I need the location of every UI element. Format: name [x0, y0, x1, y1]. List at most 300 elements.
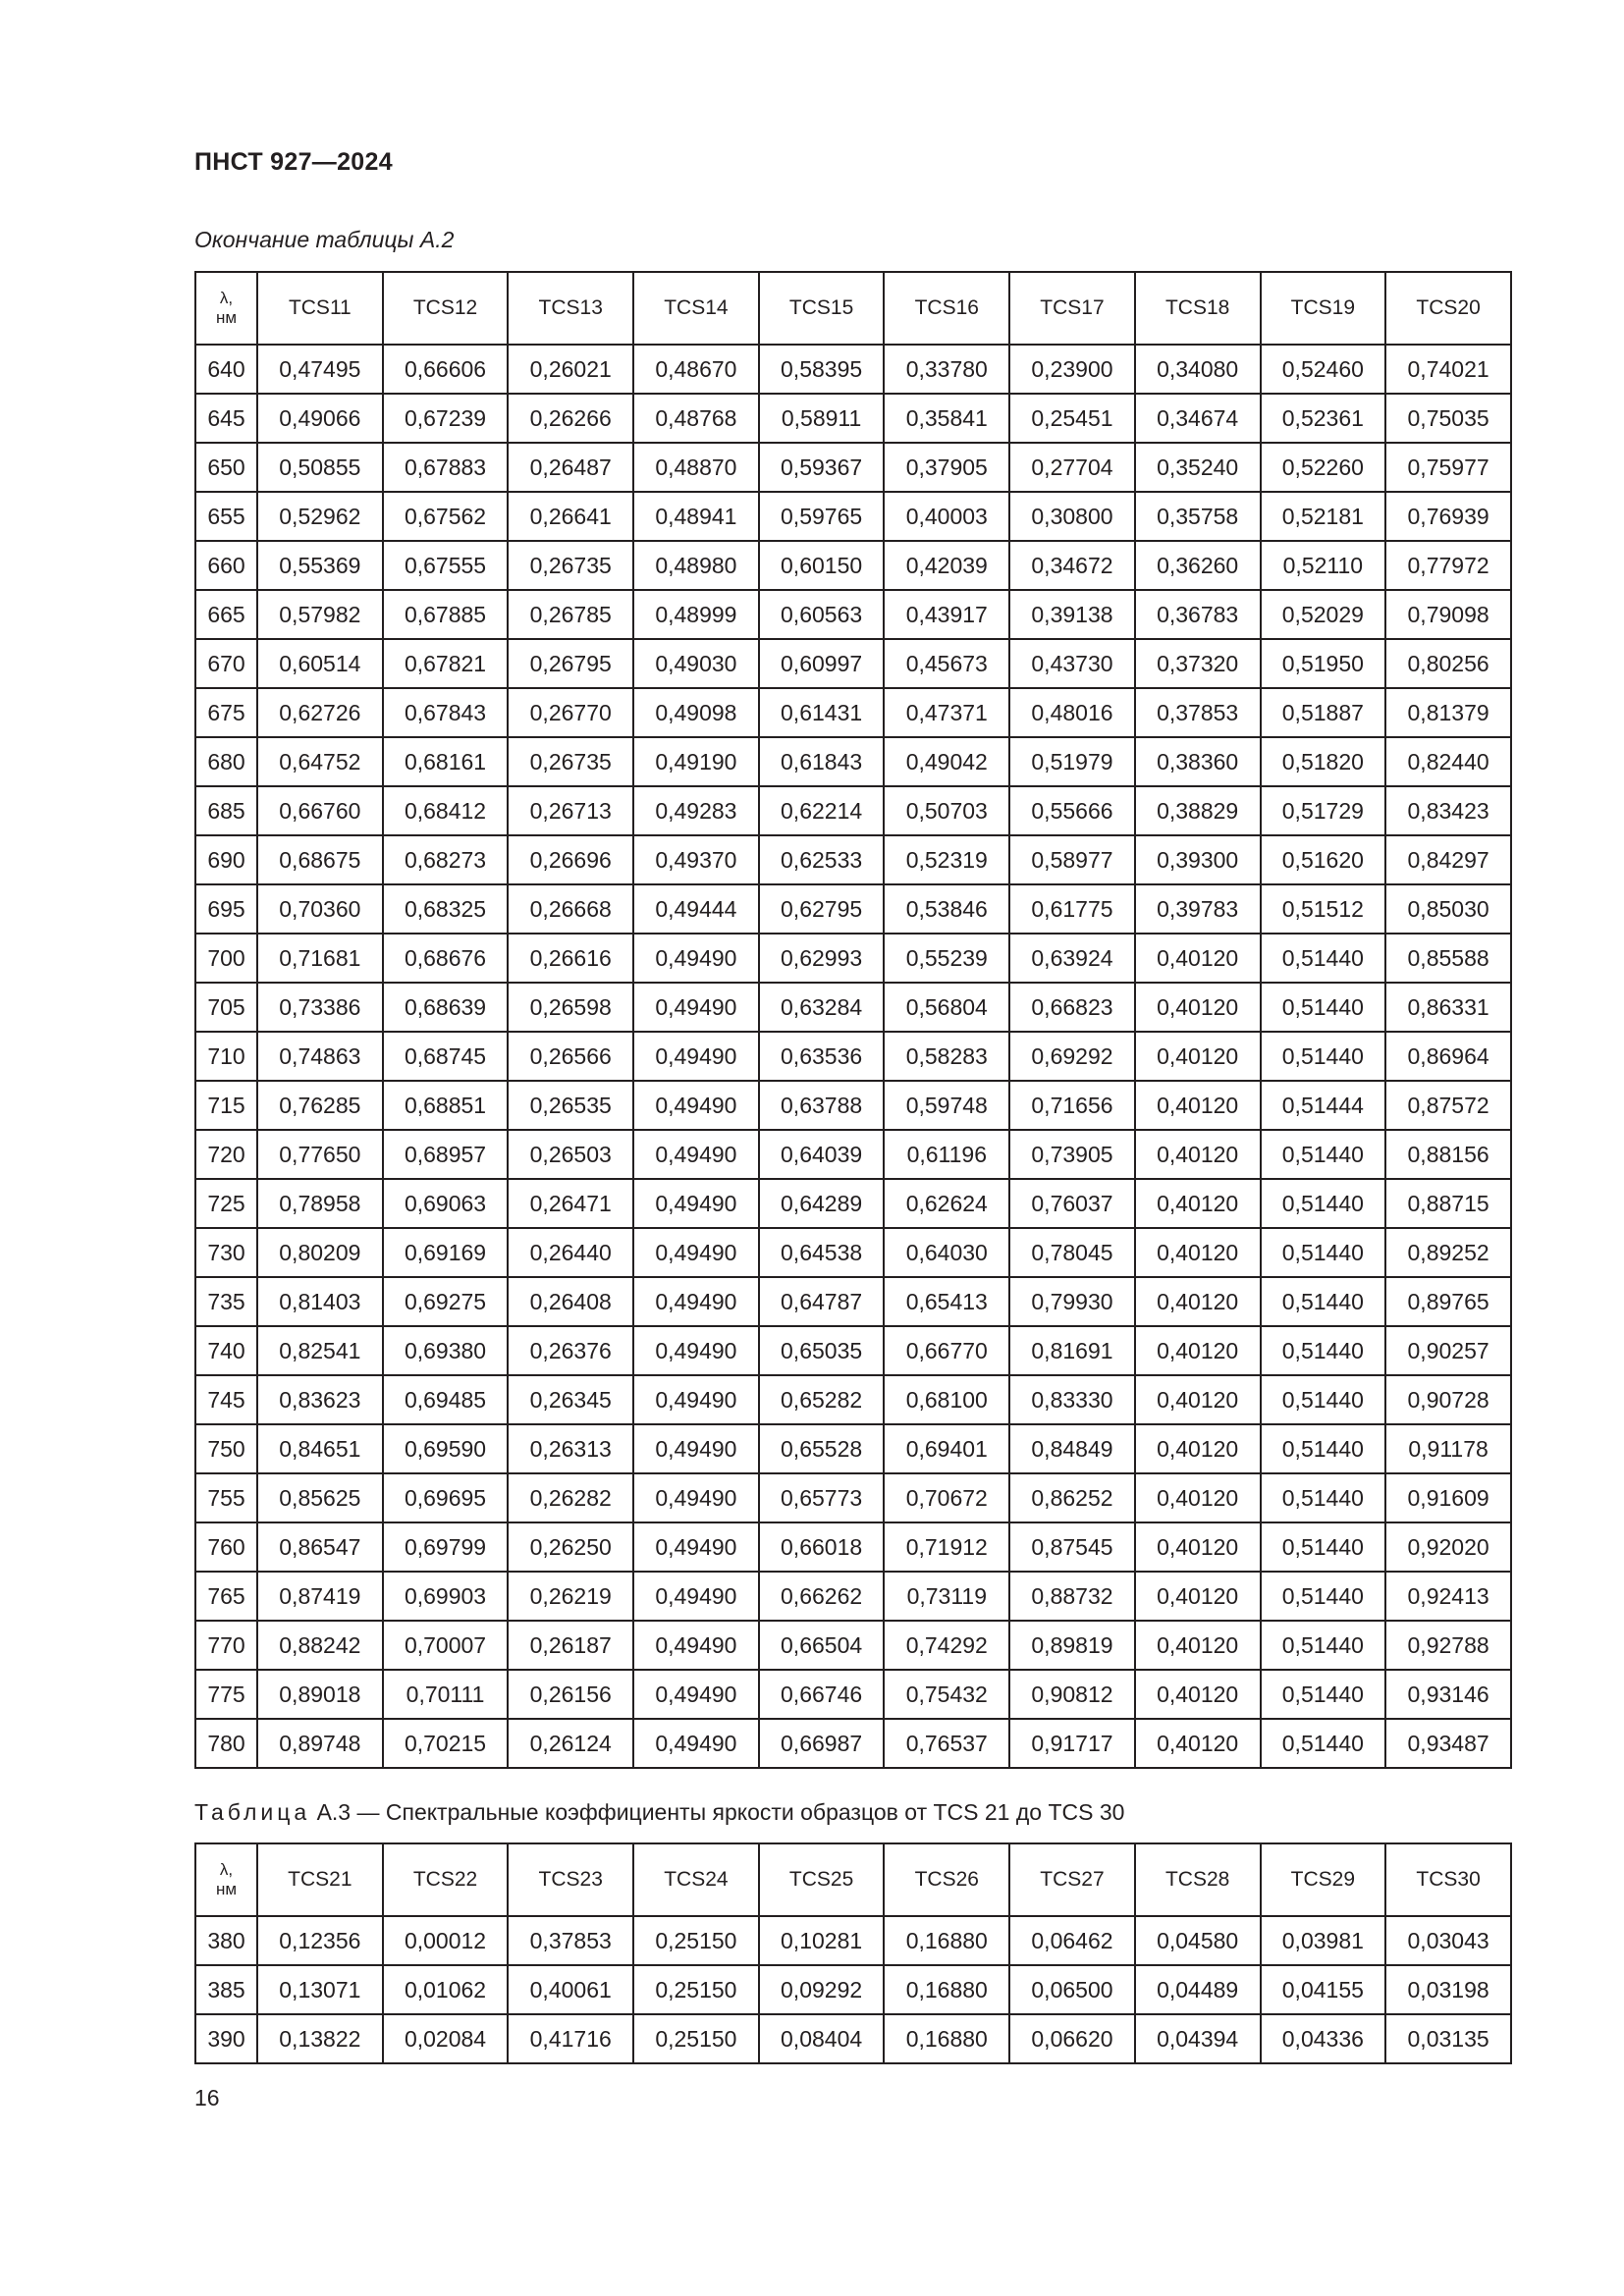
table-row — [195, 1965, 1511, 2014]
value-cell: 0,64289 — [759, 1179, 885, 1228]
value-cell: 0,69903 — [383, 1572, 509, 1621]
value-cell: 0,37905 — [884, 443, 1009, 492]
wavelength-cell: 680 — [195, 737, 257, 786]
value-cell: 0,64787 — [759, 1277, 885, 1326]
wavelength-cell: 390 — [195, 2014, 257, 2063]
value-cell: 0,03981 — [1261, 1916, 1386, 1965]
value-cell: 0,74863 — [257, 1032, 383, 1081]
wavelength-cell: 660 — [195, 541, 257, 590]
value-cell: 0,68676 — [383, 934, 509, 983]
wavelength-cell: 655 — [195, 492, 257, 541]
value-cell: 0,52460 — [1261, 345, 1386, 394]
value-cell: 0,89018 — [257, 1670, 383, 1719]
value-cell: 0,49444 — [633, 884, 759, 934]
wavelength-cell: 685 — [195, 786, 257, 835]
column-header: TCS21 — [257, 1843, 383, 1916]
column-header: TCS28 — [1135, 1843, 1261, 1916]
value-cell: 0,49490 — [633, 1670, 759, 1719]
value-cell: 0,52962 — [257, 492, 383, 541]
value-cell: 0,86331 — [1385, 983, 1511, 1032]
value-cell: 0,40120 — [1135, 1572, 1261, 1621]
table-row — [195, 983, 1511, 1032]
value-cell: 0,40120 — [1135, 1130, 1261, 1179]
value-cell: 0,37853 — [508, 1916, 633, 1965]
column-header: TCS24 — [633, 1843, 759, 1916]
value-cell: 0,26408 — [508, 1277, 633, 1326]
value-cell: 0,73905 — [1009, 1130, 1135, 1179]
value-cell: 0,51440 — [1261, 1719, 1386, 1768]
value-cell: 0,89748 — [257, 1719, 383, 1768]
column-header: TCS20 — [1385, 272, 1511, 345]
value-cell: 0,35758 — [1135, 492, 1261, 541]
wavelength-cell: 770 — [195, 1621, 257, 1670]
value-cell: 0,67239 — [383, 394, 509, 443]
column-header: TCS16 — [884, 272, 1009, 345]
value-cell: 0,86547 — [257, 1522, 383, 1572]
value-cell: 0,26487 — [508, 443, 633, 492]
table-a2-caption: Окончание таблицы А.2 — [194, 227, 455, 252]
value-cell: 0,68325 — [383, 884, 509, 934]
value-cell: 0,40120 — [1135, 1522, 1261, 1572]
wavelength-cell: 750 — [195, 1424, 257, 1473]
wavelength-cell: 700 — [195, 934, 257, 983]
value-cell: 0,75035 — [1385, 394, 1511, 443]
value-cell: 0,49490 — [633, 1572, 759, 1621]
value-cell: 0,80209 — [257, 1228, 383, 1277]
value-cell: 0,67555 — [383, 541, 509, 590]
value-cell: 0,00012 — [383, 1916, 509, 1965]
value-cell: 0,56804 — [884, 983, 1009, 1032]
table-row — [195, 541, 1511, 590]
value-cell: 0,71681 — [257, 934, 383, 983]
value-cell: 0,76285 — [257, 1081, 383, 1130]
value-cell: 0,40120 — [1135, 1179, 1261, 1228]
value-cell: 0,68639 — [383, 983, 509, 1032]
wavelength-cell: 780 — [195, 1719, 257, 1768]
value-cell: 0,49490 — [633, 983, 759, 1032]
value-cell: 0,43917 — [884, 590, 1009, 639]
value-cell: 0,49283 — [633, 786, 759, 835]
value-cell: 0,26345 — [508, 1375, 633, 1424]
wavelength-cell: 385 — [195, 1965, 257, 2014]
value-cell: 0,58395 — [759, 345, 885, 394]
column-header: TCS12 — [383, 272, 509, 345]
value-cell: 0,68851 — [383, 1081, 509, 1130]
value-cell: 0,68675 — [257, 835, 383, 884]
page-number: 16 — [194, 2085, 220, 2110]
value-cell: 0,04155 — [1261, 1965, 1386, 2014]
value-cell: 0,62533 — [759, 835, 885, 884]
value-cell: 0,51440 — [1261, 1522, 1386, 1572]
value-cell: 0,68100 — [884, 1375, 1009, 1424]
value-cell: 0,49490 — [633, 1375, 759, 1424]
value-cell: 0,34080 — [1135, 345, 1261, 394]
value-cell: 0,78958 — [257, 1179, 383, 1228]
value-cell: 0,51440 — [1261, 1277, 1386, 1326]
wavelength-cell: 725 — [195, 1179, 257, 1228]
value-cell: 0,57982 — [257, 590, 383, 639]
value-cell: 0,40120 — [1135, 1375, 1261, 1424]
value-cell: 0,39138 — [1009, 590, 1135, 639]
value-cell: 0,26471 — [508, 1179, 633, 1228]
value-cell: 0,66504 — [759, 1621, 885, 1670]
value-cell: 0,26641 — [508, 492, 633, 541]
table-a2-header-row — [195, 272, 1511, 345]
value-cell: 0,58283 — [884, 1032, 1009, 1081]
value-cell: 0,37320 — [1135, 639, 1261, 688]
wavelength-cell: 735 — [195, 1277, 257, 1326]
value-cell: 0,64030 — [884, 1228, 1009, 1277]
value-cell: 0,51440 — [1261, 1326, 1386, 1375]
value-cell: 0,40120 — [1135, 1228, 1261, 1277]
column-header: TCS18 — [1135, 272, 1261, 345]
value-cell: 0,40003 — [884, 492, 1009, 541]
table-row — [195, 1032, 1511, 1081]
value-cell: 0,49490 — [633, 1326, 759, 1375]
value-cell: 0,26187 — [508, 1621, 633, 1670]
value-cell: 0,33780 — [884, 345, 1009, 394]
table-row — [195, 884, 1511, 934]
table-row — [195, 345, 1511, 394]
value-cell: 0,04394 — [1135, 2014, 1261, 2063]
value-cell: 0,40120 — [1135, 1670, 1261, 1719]
value-cell: 0,69799 — [383, 1522, 509, 1572]
value-cell: 0,82541 — [257, 1326, 383, 1375]
value-cell: 0,48768 — [633, 394, 759, 443]
value-cell: 0,48999 — [633, 590, 759, 639]
value-cell: 0,27704 — [1009, 443, 1135, 492]
value-cell: 0,25451 — [1009, 394, 1135, 443]
value-cell: 0,51440 — [1261, 1032, 1386, 1081]
value-cell: 0,66262 — [759, 1572, 885, 1621]
value-cell: 0,62726 — [257, 688, 383, 737]
column-header: TCS15 — [759, 272, 885, 345]
value-cell: 0,76037 — [1009, 1179, 1135, 1228]
value-cell: 0,67885 — [383, 590, 509, 639]
value-cell: 0,02084 — [383, 2014, 509, 2063]
value-cell: 0,16880 — [884, 2014, 1009, 2063]
value-cell: 0,26021 — [508, 345, 633, 394]
value-cell: 0,53846 — [884, 884, 1009, 934]
value-cell: 0,51820 — [1261, 737, 1386, 786]
value-cell: 0,87419 — [257, 1572, 383, 1621]
value-cell: 0,52181 — [1261, 492, 1386, 541]
table-row — [195, 737, 1511, 786]
table-row — [195, 688, 1511, 737]
wavelength-cell: 765 — [195, 1572, 257, 1621]
value-cell: 0,26124 — [508, 1719, 633, 1768]
table-a3 — [194, 1842, 1512, 2064]
value-cell: 0,86964 — [1385, 1032, 1511, 1081]
value-cell: 0,66606 — [383, 345, 509, 394]
value-cell: 0,55666 — [1009, 786, 1135, 835]
document-code: ПНСТ 927—2024 — [194, 148, 393, 176]
value-cell: 0,01062 — [383, 1965, 509, 2014]
value-cell: 0,26535 — [508, 1081, 633, 1130]
value-cell: 0,59748 — [884, 1081, 1009, 1130]
column-header: TCS22 — [383, 1843, 509, 1916]
wavelength-cell: 730 — [195, 1228, 257, 1277]
value-cell: 0,83623 — [257, 1375, 383, 1424]
value-cell: 0,64752 — [257, 737, 383, 786]
value-cell: 0,73119 — [884, 1572, 1009, 1621]
value-cell: 0,49042 — [884, 737, 1009, 786]
value-cell: 0,60514 — [257, 639, 383, 688]
value-cell: 0,64538 — [759, 1228, 885, 1277]
value-cell: 0,12356 — [257, 1916, 383, 1965]
value-cell: 0,38829 — [1135, 786, 1261, 835]
value-cell: 0,50703 — [884, 786, 1009, 835]
value-cell: 0,69380 — [383, 1326, 509, 1375]
value-cell: 0,35240 — [1135, 443, 1261, 492]
value-cell: 0,48941 — [633, 492, 759, 541]
value-cell: 0,04336 — [1261, 2014, 1386, 2063]
value-cell: 0,49490 — [633, 1424, 759, 1473]
value-cell: 0,81691 — [1009, 1326, 1135, 1375]
value-cell: 0,06500 — [1009, 1965, 1135, 2014]
value-cell: 0,51440 — [1261, 1473, 1386, 1522]
value-cell: 0,88242 — [257, 1621, 383, 1670]
value-cell: 0,61431 — [759, 688, 885, 737]
table-row — [195, 443, 1511, 492]
value-cell: 0,26440 — [508, 1228, 633, 1277]
value-cell: 0,65773 — [759, 1473, 885, 1522]
wavelength-cell: 690 — [195, 835, 257, 884]
value-cell: 0,87572 — [1385, 1081, 1511, 1130]
value-cell: 0,40120 — [1135, 934, 1261, 983]
value-cell: 0,48670 — [633, 345, 759, 394]
wavelength-cell: 755 — [195, 1473, 257, 1522]
value-cell: 0,26250 — [508, 1522, 633, 1572]
value-cell: 0,51440 — [1261, 1375, 1386, 1424]
value-cell: 0,69063 — [383, 1179, 509, 1228]
value-cell: 0,92788 — [1385, 1621, 1511, 1670]
value-cell: 0,90257 — [1385, 1326, 1511, 1375]
value-cell: 0,63788 — [759, 1081, 885, 1130]
value-cell: 0,75432 — [884, 1670, 1009, 1719]
value-cell: 0,59765 — [759, 492, 885, 541]
value-cell: 0,39783 — [1135, 884, 1261, 934]
value-cell: 0,49490 — [633, 1179, 759, 1228]
value-cell: 0,26566 — [508, 1032, 633, 1081]
wavelength-cell: 670 — [195, 639, 257, 688]
value-cell: 0,40061 — [508, 1965, 633, 2014]
value-cell: 0,03043 — [1385, 1916, 1511, 1965]
value-cell: 0,62624 — [884, 1179, 1009, 1228]
value-cell: 0,49190 — [633, 737, 759, 786]
wavelength-cell: 695 — [195, 884, 257, 934]
value-cell: 0,49490 — [633, 1130, 759, 1179]
value-cell: 0,13071 — [257, 1965, 383, 2014]
table-row — [195, 1522, 1511, 1572]
value-cell: 0,26795 — [508, 639, 633, 688]
value-cell: 0,26156 — [508, 1670, 633, 1719]
value-cell: 0,49030 — [633, 639, 759, 688]
table-row — [195, 786, 1511, 835]
value-cell: 0,52029 — [1261, 590, 1386, 639]
value-cell: 0,13822 — [257, 2014, 383, 2063]
value-cell: 0,69292 — [1009, 1032, 1135, 1081]
table-row — [195, 1130, 1511, 1179]
value-cell: 0,66760 — [257, 786, 383, 835]
value-cell: 0,40120 — [1135, 1473, 1261, 1522]
value-cell: 0,51887 — [1261, 688, 1386, 737]
value-cell: 0,52110 — [1261, 541, 1386, 590]
value-cell: 0,35841 — [884, 394, 1009, 443]
value-cell: 0,65413 — [884, 1277, 1009, 1326]
value-cell: 0,67843 — [383, 688, 509, 737]
value-cell: 0,51440 — [1261, 983, 1386, 1032]
value-cell: 0,52319 — [884, 835, 1009, 884]
value-cell: 0,36260 — [1135, 541, 1261, 590]
value-cell: 0,55239 — [884, 934, 1009, 983]
value-cell: 0,87545 — [1009, 1522, 1135, 1572]
value-cell: 0,85625 — [257, 1473, 383, 1522]
value-cell: 0,90728 — [1385, 1375, 1511, 1424]
value-cell: 0,25150 — [633, 1916, 759, 1965]
value-cell: 0,69485 — [383, 1375, 509, 1424]
value-cell: 0,49490 — [633, 1621, 759, 1670]
value-cell: 0,03135 — [1385, 2014, 1511, 2063]
table-row — [195, 492, 1511, 541]
value-cell: 0,49490 — [633, 1081, 759, 1130]
value-cell: 0,66746 — [759, 1670, 885, 1719]
value-cell: 0,52260 — [1261, 443, 1386, 492]
column-header: TCS17 — [1009, 272, 1135, 345]
value-cell: 0,26598 — [508, 983, 633, 1032]
value-cell: 0,30800 — [1009, 492, 1135, 541]
value-cell: 0,40120 — [1135, 983, 1261, 1032]
table-a3-caption: Таблица А.3 — Спектральные коэффициенты яркости образцов от TCS 21 до TCS 30 — [194, 1799, 1125, 1825]
value-cell: 0,37853 — [1135, 688, 1261, 737]
value-cell: 0,51440 — [1261, 1130, 1386, 1179]
value-cell: 0,74021 — [1385, 345, 1511, 394]
value-cell: 0,68273 — [383, 835, 509, 884]
wavelength-cell: 650 — [195, 443, 257, 492]
value-cell: 0,69590 — [383, 1424, 509, 1473]
value-cell: 0,67821 — [383, 639, 509, 688]
value-cell: 0,40120 — [1135, 1326, 1261, 1375]
value-cell: 0,03198 — [1385, 1965, 1511, 2014]
value-cell: 0,26282 — [508, 1473, 633, 1522]
column-header: TCS11 — [257, 272, 383, 345]
value-cell: 0,51440 — [1261, 1621, 1386, 1670]
value-cell: 0,51440 — [1261, 1179, 1386, 1228]
value-cell: 0,93146 — [1385, 1670, 1511, 1719]
value-cell: 0,16880 — [884, 1965, 1009, 2014]
table-row — [195, 1277, 1511, 1326]
value-cell: 0,89252 — [1385, 1228, 1511, 1277]
wavelength-cell: 715 — [195, 1081, 257, 1130]
wavelength-cell: 705 — [195, 983, 257, 1032]
value-cell: 0,69275 — [383, 1277, 509, 1326]
value-cell: 0,75977 — [1385, 443, 1511, 492]
value-cell: 0,49490 — [633, 1522, 759, 1572]
value-cell: 0,41716 — [508, 2014, 633, 2063]
value-cell: 0,42039 — [884, 541, 1009, 590]
value-cell: 0,55369 — [257, 541, 383, 590]
value-cell: 0,59367 — [759, 443, 885, 492]
table-row — [195, 1228, 1511, 1277]
table-row — [195, 835, 1511, 884]
value-cell: 0,90812 — [1009, 1670, 1135, 1719]
value-cell: 0,51440 — [1261, 1228, 1386, 1277]
value-cell: 0,51950 — [1261, 639, 1386, 688]
value-cell: 0,26785 — [508, 590, 633, 639]
value-cell: 0,34672 — [1009, 541, 1135, 590]
value-cell: 0,76537 — [884, 1719, 1009, 1768]
table-row — [195, 2014, 1511, 2063]
value-cell: 0,38360 — [1135, 737, 1261, 786]
table-row — [195, 639, 1511, 688]
value-cell: 0,26668 — [508, 884, 633, 934]
value-cell: 0,25150 — [633, 2014, 759, 2063]
value-cell: 0,81403 — [257, 1277, 383, 1326]
value-cell: 0,26696 — [508, 835, 633, 884]
column-header: TCS13 — [508, 272, 633, 345]
table-row — [195, 394, 1511, 443]
value-cell: 0,51440 — [1261, 934, 1386, 983]
table-row — [195, 1473, 1511, 1522]
value-cell: 0,40120 — [1135, 1277, 1261, 1326]
value-cell: 0,04580 — [1135, 1916, 1261, 1965]
value-cell: 0,16880 — [884, 1916, 1009, 1965]
value-cell: 0,63536 — [759, 1032, 885, 1081]
value-cell: 0,06620 — [1009, 2014, 1135, 2063]
value-cell: 0,49066 — [257, 394, 383, 443]
value-cell: 0,86252 — [1009, 1473, 1135, 1522]
value-cell: 0,58911 — [759, 394, 885, 443]
wavelength-cell: 745 — [195, 1375, 257, 1424]
value-cell: 0,51512 — [1261, 884, 1386, 934]
value-cell: 0,84849 — [1009, 1424, 1135, 1473]
value-cell: 0,26376 — [508, 1326, 633, 1375]
value-cell: 0,71656 — [1009, 1081, 1135, 1130]
value-cell: 0,63924 — [1009, 934, 1135, 983]
column-header: TCS27 — [1009, 1843, 1135, 1916]
column-header: TCS25 — [759, 1843, 885, 1916]
value-cell: 0,65282 — [759, 1375, 885, 1424]
table-row — [195, 1670, 1511, 1719]
wavelength-cell: 720 — [195, 1130, 257, 1179]
table-row — [195, 1621, 1511, 1670]
value-cell: 0,91609 — [1385, 1473, 1511, 1522]
table-row — [195, 1179, 1511, 1228]
value-cell: 0,25150 — [633, 1965, 759, 2014]
value-cell: 0,85030 — [1385, 884, 1511, 934]
value-cell: 0,84651 — [257, 1424, 383, 1473]
value-cell: 0,40120 — [1135, 1424, 1261, 1473]
value-cell: 0,51440 — [1261, 1572, 1386, 1621]
value-cell: 0,40120 — [1135, 1719, 1261, 1768]
value-cell: 0,64039 — [759, 1130, 885, 1179]
value-cell: 0,83330 — [1009, 1375, 1135, 1424]
value-cell: 0,92020 — [1385, 1522, 1511, 1572]
value-cell: 0,74292 — [884, 1621, 1009, 1670]
value-cell: 0,73386 — [257, 983, 383, 1032]
column-header: TCS30 — [1385, 1843, 1511, 1916]
value-cell: 0,23900 — [1009, 345, 1135, 394]
value-cell: 0,61843 — [759, 737, 885, 786]
value-cell: 0,69169 — [383, 1228, 509, 1277]
value-cell: 0,26735 — [508, 737, 633, 786]
value-cell: 0,51729 — [1261, 786, 1386, 835]
value-cell: 0,88715 — [1385, 1179, 1511, 1228]
value-cell: 0,51979 — [1009, 737, 1135, 786]
value-cell: 0,40120 — [1135, 1032, 1261, 1081]
value-cell: 0,49490 — [633, 1228, 759, 1277]
value-cell: 0,51620 — [1261, 835, 1386, 884]
